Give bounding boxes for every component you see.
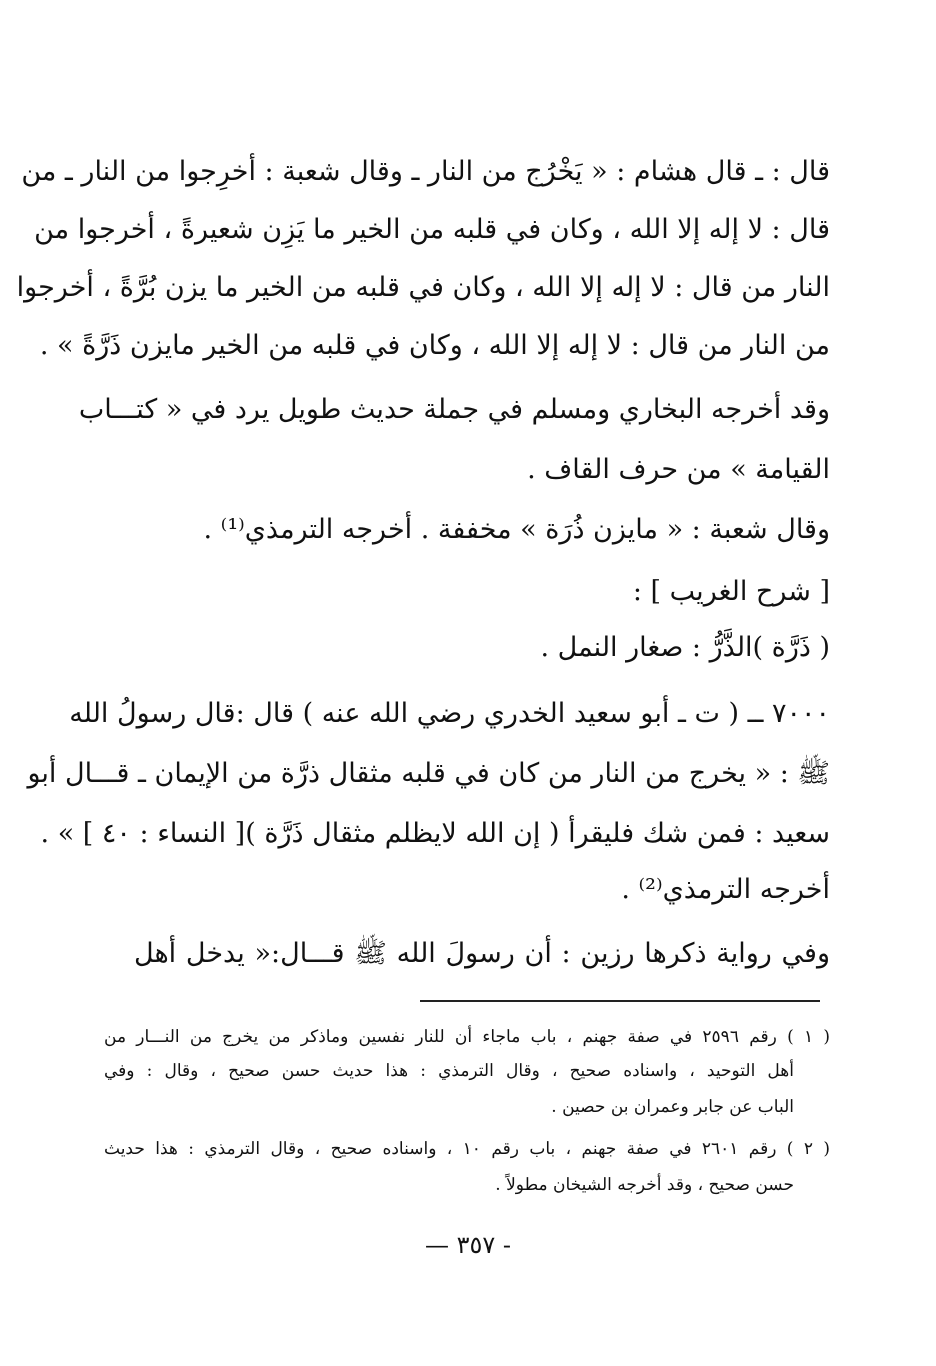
body-line-2: قال : لا إله إلا الله ، وكان في قلبه من الخير ما يَزِن شعيرةً ، أخرجوا من xyxy=(34,214,830,245)
definition-line: ( ذَرَّة )الذَّرُّ : صغار النمل . xyxy=(540,632,830,663)
footnote-1-line-3: الباب عن جابر وعمران بن حصين . xyxy=(551,1097,794,1117)
footnote-2-line-1: ( ٢ ) رقم ٢٦٠١ في صفة جهنم ، باب رقم ١٠ ، واسناده صحيح ، وقال الترمذي : هذا حديث xyxy=(104,1139,830,1159)
hadith-7000-line-1: ٧٠٠٠ ــ ( ت ـ أبو سعيد الخدري رضي الله عنه ) قال :قال رسولُ الله xyxy=(69,698,830,729)
section-heading-gharib: [ شرح الغريب ] : xyxy=(632,576,830,607)
body-line-6: القيامة » من حرف القاف . xyxy=(527,454,830,485)
page-number: - ٣٥٧ — xyxy=(424,1231,512,1259)
hadith-7000-line-3: سعيد : فمن شك فليقرأ ( إن الله لايظلم مثقال ذَرَّة )[ النساء : ٤٠ ] » . xyxy=(40,818,830,849)
body-line-5: وقد أخرجه البخاري ومسلم في جملة حديث طويل يرد في « كتـــاب xyxy=(78,394,830,425)
riwaya-line: وفي رواية ذكرها رزين : أن رسولَ الله ﷺ قـــال:« يدخل أهل xyxy=(134,938,830,969)
hadith-7000-line-2: ﷺ : « يخرج من النار من كان في قلبه مثقال ذرَّة من الإيمان ـ قـــال أبو xyxy=(27,758,830,789)
footnote-separator xyxy=(420,1000,820,1002)
footnote-1-line-1: ( ١ ) رقم ٢٥٩٦ في صفة جهنم ، باب ماجاء أن للنار نفسين وماذكر من يخرج من النـــار من xyxy=(104,1027,830,1047)
footnote-2-line-2: حسن صحيح ، وقد أخرجه الشيخان مطولاً . xyxy=(495,1175,794,1195)
body-line-4: من النار من قال : لا إله إلا الله ، وكان في قلبه من الخير مايزن ذَرَّةً » . xyxy=(39,330,830,361)
hadith-7000-line-4: أخرجه الترمذي⁽²⁾ . xyxy=(621,874,830,905)
body-line-1: قال : ـ قال هشام : « يَخْرُج من النار ـ وقال شعبة : أخرِجوا من النار ـ من xyxy=(21,156,830,187)
body-line-7: وقال شعبة : « مايزن ذُرَة » مخففة . أخرجه الترمذي⁽¹⁾ . xyxy=(203,514,830,545)
footnote-1-line-2: أهل التوحيد ، واسناده صحيح ، وقال الترمذي : هذا حديث حسن صحيح ، وقال : وفي xyxy=(104,1061,794,1081)
body-line-3: النار من قال : لا إله إلا الله ، وكان في قلبه من الخير ما يزن بُرَّةً ، أخرجوا xyxy=(16,272,830,303)
